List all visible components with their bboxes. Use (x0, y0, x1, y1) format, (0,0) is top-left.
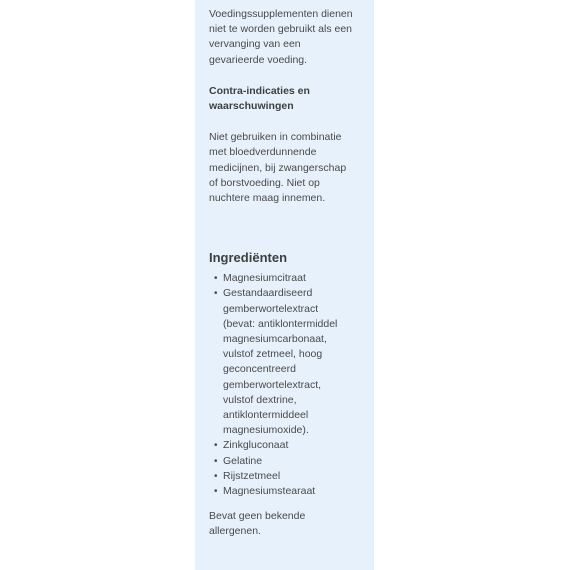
ingredient-label: Gelatine (223, 454, 263, 467)
ingredient-label: Rijstzetmeel (223, 469, 281, 482)
ingredient-item (209, 286, 362, 438)
supplement-disclaimer-text: Voedingssupplementen dienen niet te worden gebruikt als een vervanging van een gevarieerde voeding. (209, 8, 353, 66)
ingredients-list (209, 271, 362, 499)
ingredient-label: Zinkgluconaat (223, 439, 289, 452)
allergens-text: Bevat geen bekende allergenen. (209, 510, 306, 538)
bullet-icon: • (214, 455, 218, 467)
ingredient-item (209, 271, 362, 286)
ingredient-label: Magnesiumstearaat (223, 485, 316, 498)
ingredients-heading: Ingrediënten (209, 250, 288, 266)
ingredient-label: Magnesiumcitraat (223, 272, 306, 285)
ingredient-item (209, 469, 362, 484)
bullet-icon: • (214, 440, 218, 452)
warnings-text: Niet gebruiken in combinatie met bloedverdunnende medicijnen, bij zwangerschap of borstvoeding. Niet op nuchtere maag innemen. (209, 131, 347, 205)
bullet-icon: • (214, 273, 218, 285)
warnings-heading: Contra-indicaties en waarschuwingen (209, 84, 310, 113)
ingredient-label: Gestandaardiseerd gemberwortelextract (bevat: antiklontermiddel magnesiumcarbonaat, vulstof zetmeel, hoog geconcentreerd gemberwortelextract, vulstof dextrine, antiklontermiddeel magnesiumoxide). (223, 287, 338, 437)
product-info-panel (195, 0, 374, 570)
ingredient-item (209, 484, 362, 499)
ingredient-item (209, 454, 362, 469)
bullet-icon: • (214, 470, 218, 482)
ingredient-item (209, 438, 362, 453)
bullet-icon: • (214, 486, 218, 498)
bullet-icon: • (214, 288, 218, 300)
